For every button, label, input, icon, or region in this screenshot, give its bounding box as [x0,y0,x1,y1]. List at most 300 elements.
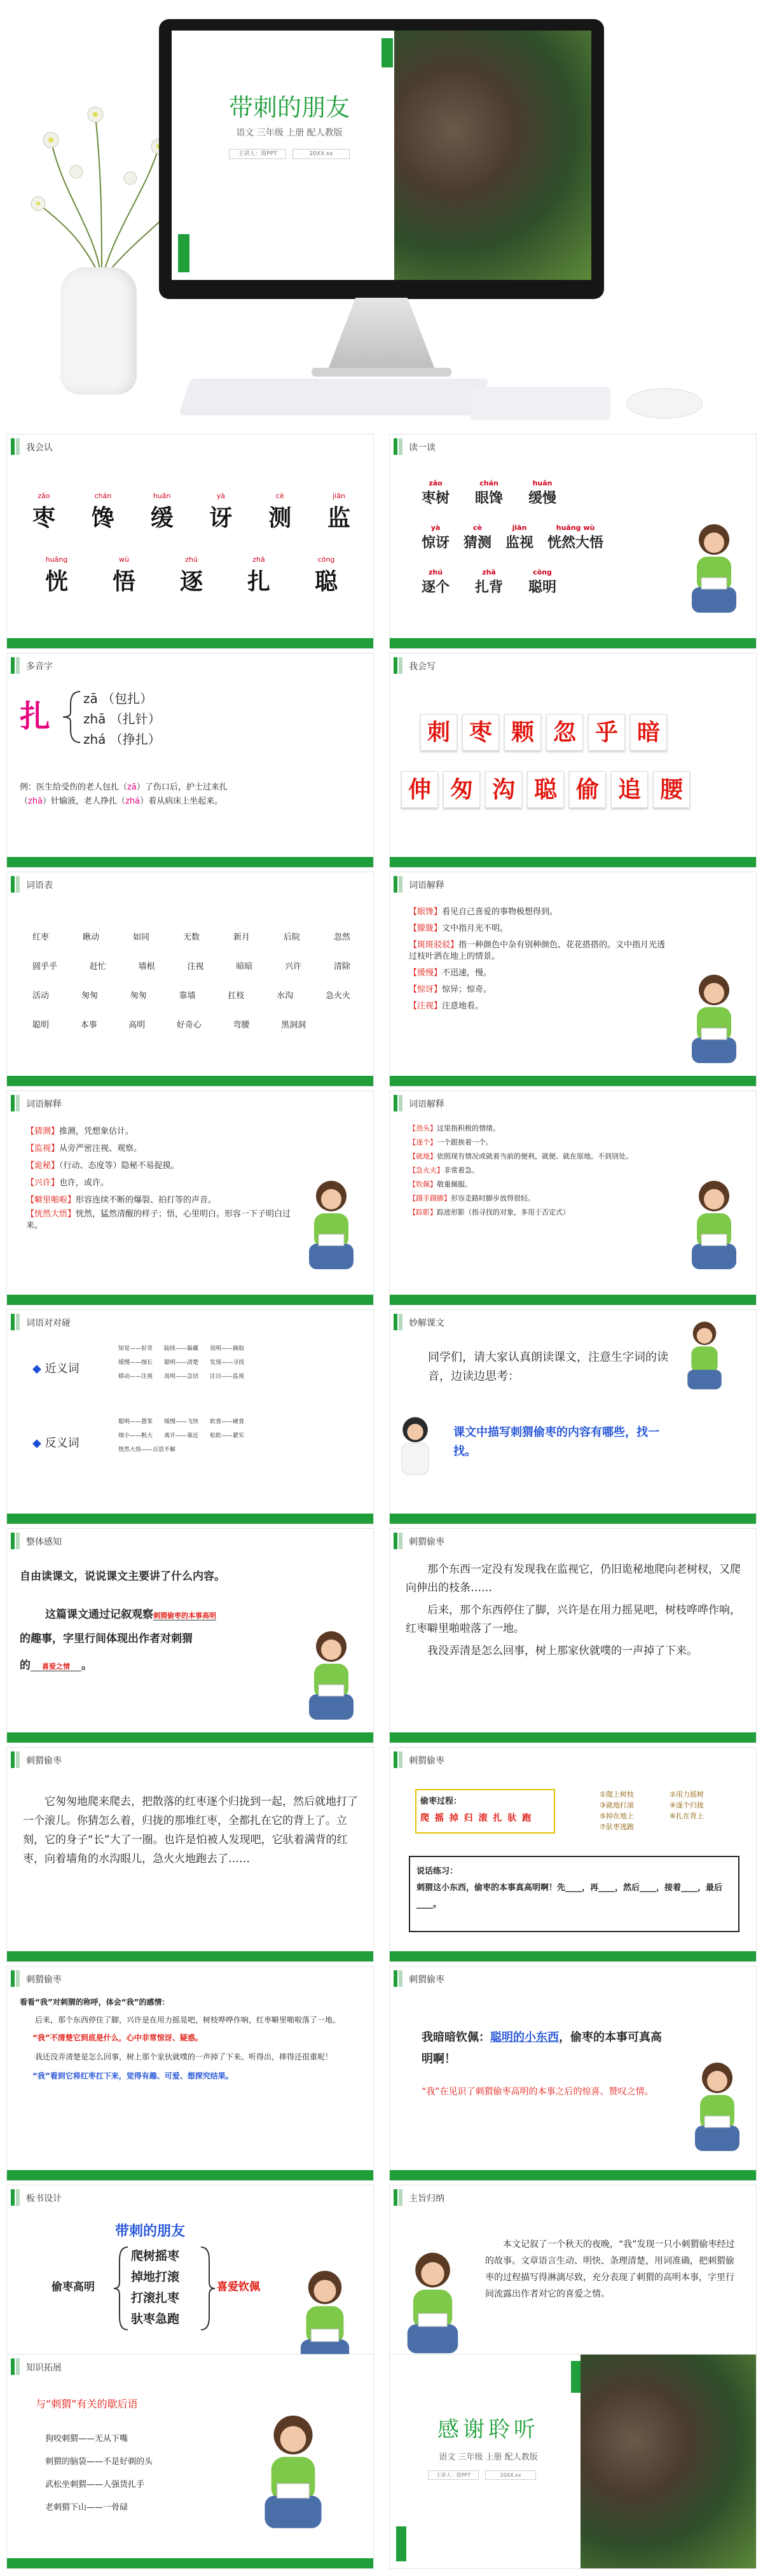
title-mark [399,2189,402,2206]
meaning: 惊异；惊奇。 [442,985,492,994]
char: 监 [327,505,350,531]
word [528,568,556,596]
pair-row [118,1356,360,1370]
thanks-title: 感谢聆听 [437,2417,539,2442]
monitor-screen [172,31,591,280]
char-cell [268,492,291,533]
slide-3 [6,653,374,868]
text-part: ）着从病床上坐起来。 [140,797,223,806]
title-mark [394,876,397,893]
pinyin: jiān [333,492,345,500]
char: 馋 [91,505,114,531]
child-icon [390,1412,441,1488]
prompt: 看看“我”对刺猬的称呼，体会“我”的感情： [20,1998,170,2007]
char: 枣 [32,505,56,531]
board-steps [131,2246,179,2330]
text-part: 例：医生给受伤的老人包扎（ [20,783,128,792]
slide-title: 词语表 [26,881,53,891]
pair: 缓慢——细长 [118,1360,153,1366]
board-right: 喜爱钦佩 [217,2281,260,2294]
accent-bar [571,2361,581,2393]
pair: 软食——硬食 [210,1419,245,1425]
pair: 细小——粗大 [118,1433,153,1439]
vocab-row [32,1011,306,1040]
meaning: 从旁严密注视、观察。 [59,1144,142,1153]
write-char: 沟 [485,771,522,808]
meaning: 这里指积极的情绪。 [437,1124,500,1132]
char-cell [45,555,68,596]
diamond-icon: ◆ [32,1362,41,1375]
hero-date: 20XX.xx [292,149,350,159]
definition [26,1140,293,1157]
paragraph: 后来，那个东西停住了脚，兴许是在用力摇晃吧，树枝哗哗作响，红枣噼里啪啦落了一地。 [35,2016,341,2024]
vocab-table [32,923,350,1040]
question-text: 课文中描写刺猬偷枣的内容有哪些，找一找。 [453,1426,659,1458]
pinyin: huǎn [153,492,171,500]
title-mark [394,1751,397,1768]
paragraph: 我还没弄清楚是怎么回事，树上那个家伙就噗的一声掉了下来。听得出，摔得还很重呢！ [35,2052,333,2061]
title-mark [399,1095,402,1111]
word [422,568,450,596]
title-mark [394,438,397,455]
label-text: 反义词 [45,1437,79,1450]
vocab: 高明 [128,1020,146,1030]
definition [409,1122,663,1136]
pair: 注目——监视 [210,1374,245,1380]
reading: zā （包扎） [83,691,153,706]
write-char: 枣 [462,714,499,751]
word-row [422,568,556,596]
pair: 恍然大悟——百思不解 [118,1447,176,1453]
example-text [20,781,363,809]
idiom-heading: 与“刺猬”有关的歇后语 [36,2398,138,2410]
pair: 发现——寻找 [210,1360,245,1366]
step: 打滚扎枣 [131,2291,180,2305]
write-row [401,771,695,808]
title-mark [16,1751,20,1768]
pinyin: zǎo [38,492,50,500]
title-mark [399,438,402,455]
term: 【诡秘】 [26,1161,60,1171]
slide-title: 词语解释 [26,1099,62,1110]
slide-11 [6,1528,374,1743]
title-mark [11,2189,15,2206]
term: 【劲头】 [409,1124,437,1132]
pair: 聪明——愚笨 [118,1419,153,1425]
definition-list [409,1122,663,1220]
idiom-list [45,2428,153,2519]
definition [409,1192,663,1206]
char: 悟 [112,569,135,595]
definition [409,1206,663,1220]
char: 扎 [247,569,270,595]
option: ④逐个归拢 [670,1801,704,1809]
pinyin: zhú [185,555,198,564]
term: 【钦佩】 [409,1180,437,1188]
word-text: 监视 [505,535,534,551]
pinyin: huǎng [45,555,68,564]
blank-answer: 喜爱之情 [31,1662,81,1671]
meaning: 非常着急。 [444,1166,479,1174]
write-char: 忽 [546,714,583,751]
vocab-row [32,952,350,982]
pinyin: cōng [533,568,552,576]
analysis-text [20,1995,363,2083]
title-mark [399,1970,402,1987]
pinyin: chán [94,492,112,500]
meaning: 形容连续不断的爆裂、拍打等的声音。 [76,1195,217,1205]
word-text: 恍然大悟 [547,535,604,551]
bottom-bar [7,1295,373,1305]
thanks-subtitle: 语文 三年级 上册 配人教版 [439,2453,538,2462]
definition [409,1178,663,1192]
meaning: 推测，凭想象估计。 [59,1127,134,1136]
write-char: 追 [611,771,648,808]
pair: 离开——靠近 [164,1433,199,1439]
title-mark [11,1533,15,1549]
slide-title: 板书设计 [26,2194,62,2204]
word-text: 扎背 [475,580,504,595]
text-part: ）了伤口后，护士过来扎 [136,783,228,792]
title-mark [16,1095,20,1111]
bottom-bar [390,857,756,867]
summary-paragraph: 本文记叙了一个秋天的夜晚，“我”发现一只小刺猬偷枣经过的故事。文章语言生动、明快、条理清楚，用词准确，把刺猬偷枣的过程描写得淋漓尽致，充分表现了刺猬的高明本事，字里行间流露出作者对它的喜爱之情。 [485,2239,735,2299]
pair-row [118,1443,360,1457]
pair-row [118,1415,360,1429]
pinyin: jiān [512,524,527,532]
girl-reading-icon [296,1174,366,1282]
synonym-grid [118,1342,360,1384]
title-mark [11,1314,15,1330]
vocab: 忽然 [333,933,350,942]
process-steps: 爬 摇 掉 归 滚 扎 驮 跑 [420,1813,533,1823]
bottom-bar [7,1951,373,1961]
term: 【蹑手蹑脚】 [409,1194,451,1202]
idiom: 刺猬的脑袋——不是好剃的头 [45,2457,153,2467]
slide-20 [389,2354,757,2569]
pinyin-fill: zhá [125,797,141,806]
pair-row [118,1342,360,1356]
meaning: 看见自己喜爱的事物极想得到。 [442,907,558,917]
hero-title: 带刺的朋友 [228,94,350,122]
option: ②用力摇树 [670,1790,704,1799]
slide-title: 词语对对碰 [26,1318,71,1328]
speaking-practice-box [409,1856,739,1932]
meaning: 形容走路时脚步放得很轻。 [451,1194,535,1202]
title-mark [399,1751,402,1768]
char: 测 [268,505,292,531]
bottom-bar [390,1951,756,1961]
char-cell [92,492,114,533]
char-row [45,555,338,596]
char: 逐 [179,569,203,595]
definition [409,965,670,982]
write-char: 偷 [569,771,606,808]
vocab: 匆匆 [81,991,98,1001]
term: 【兴许】 [26,1178,60,1188]
vocab: 圆乎乎 [32,962,58,971]
word [422,524,450,552]
vocab: 红枣 [32,933,50,942]
text-part: 我暗暗钦佩： [422,2031,490,2044]
vocab: 水沟 [277,991,294,1001]
title-mark [16,657,20,674]
title-mark [399,1533,402,1549]
text-part: 这篇课文通过记叙观察 [45,1608,153,1621]
title-mark [394,1314,397,1330]
title-mark [11,1970,15,1987]
word-text: 惊讶 [422,535,450,551]
bottom-bar [390,1076,756,1086]
char: 缓 [150,505,174,531]
slide-title: 知识拓展 [26,2363,62,2373]
accent-bar [382,38,393,67]
pinyin: zhú [428,568,443,576]
girl-reading-icon [249,2405,338,2545]
bottom-bar [7,2170,373,2180]
slide-13 [6,1747,374,1962]
paragraph: 那个东西一定没有发现我在监视它，仍旧诡秘地爬向老树杈，又爬向伸出的枝条…… [406,1563,741,1594]
char: 聪 [314,569,338,595]
pinyin: huǎng wù [556,524,595,532]
vocab: 暗暗 [236,962,253,971]
vocab: 兴许 [285,962,302,971]
char-cell [247,555,270,596]
pinyin: cè [473,524,483,532]
feeling-text: “我”在见识了刺猬偷枣高明的本事之后的惊喜、赞叹之情。 [422,2087,654,2097]
meaning: 依照现有情况或就着当前的便利，就便。就在原地。不到别处。 [437,1152,633,1160]
slide-9 [6,1309,374,1524]
pinyin: yà [430,524,441,532]
meaning: 不迅速，慢。 [442,968,492,978]
write-char: 腰 [653,771,690,808]
slide-title: 多音字 [26,662,53,672]
pinyin: zhā [252,555,265,564]
practice-text: 刺猬这小东西，偷枣的本事真高明啊！先____，再____，然后____，接着____，最后____。 [416,1883,723,1909]
word-text: 缓慢 [528,491,557,506]
definition-list [409,904,670,1015]
term: 【眼馋】 [409,907,443,917]
vocab: 急火火 [325,991,350,1001]
thanks-date: 20XX.xx [485,2470,536,2480]
char-cell [32,492,55,533]
pair: 移动——注视 [118,1374,153,1380]
write-char: 刺 [420,714,457,751]
write-char: 暗 [630,714,667,751]
bottom-bar [7,2558,373,2568]
hedgehog-photo [581,2355,757,2569]
blank-answer: 刺猬偷枣的本事高明 [153,1612,216,1620]
bottom-bar [390,1295,756,1305]
bottom-bar [7,1732,373,1743]
vocab: 如同 [132,933,149,942]
title-mark [16,2358,20,2375]
summary-text [20,1656,92,1672]
board-left: 偷枣高明 [52,2281,95,2294]
slide-2 [389,434,757,649]
title-mark [16,438,20,455]
vocab: 弯腰 [233,1020,250,1030]
process-box [415,1789,555,1834]
vocab: 新月 [233,933,250,942]
text-part: ）针输液，老人挣扎（ [43,797,126,806]
vocab: 匆匆 [130,991,147,1001]
paragraph: 后来，那个东西停住了脚，兴许是在用力摇晃吧，树枝哗哗作响，红枣噼里啪啦落了一地。 [406,1604,741,1635]
word-text: 猜测 [464,535,492,551]
title-mark [399,657,402,674]
vocab: 活动 [32,991,50,1001]
char-cell [327,492,350,533]
title-mark [11,438,15,455]
vase [60,267,137,394]
antonym-grid [118,1415,360,1457]
definition [409,940,670,963]
slide-title: 刺猬偷枣 [26,1975,62,1985]
term: 【惊讶】 [409,985,443,994]
definition [409,921,670,937]
word-text: 聪明 [528,580,557,595]
label-text: 近义词 [45,1362,79,1375]
bottom-bar [7,1076,373,1086]
option: ①爬上树枝 [600,1790,634,1799]
term: 【监视】 [26,1144,60,1153]
antonym-label [32,1434,79,1451]
pair: 陆续——躲藏 [164,1346,199,1352]
char-cell [151,492,174,533]
write-row [420,714,672,751]
vocab: 本事 [80,1020,97,1030]
monitor-stand [327,298,436,371]
pinyin: huǎn [532,479,553,487]
title-mark [399,876,402,893]
write-char: 聪 [527,771,564,808]
summary-text [45,1602,325,1629]
slide-12 [389,1528,757,1743]
option: ③就地打滚 [600,1801,634,1809]
bottom-bar [390,1514,756,1524]
vocab: 赶忙 [89,962,106,971]
pinyin: zǎo [429,479,443,487]
pair-row [118,1429,360,1443]
char-cell [113,555,135,596]
title-mark [16,1970,20,1987]
bottom-bar [7,1514,373,1524]
word-row [422,524,603,552]
pinyin: cè [275,492,284,500]
definition [26,1123,293,1140]
polyphone-list [83,688,161,749]
highlight: 聪明的小东西 [490,2031,559,2044]
vocab: 注视 [187,962,204,971]
hero-presenter: 主讲人：简PPT [229,149,286,159]
bottom-bar [390,638,756,648]
monitor-base [312,368,451,377]
hero-section [0,0,763,433]
vocab: 无数 [182,933,200,942]
title-mark [16,1533,20,1549]
reading: zhā （扎针） [83,711,161,727]
task-line: 自由读课文，说说课文主要讲了什么内容。 [20,1570,225,1583]
title-mark [16,876,20,893]
char-row [32,492,350,533]
pair-row [118,1370,360,1384]
pair: 高明——急切 [164,1374,199,1380]
idiom: 武松坐刺猬——人强货扎手 [45,2480,145,2489]
comment: “我”不清楚它到底是什么，心中非常惊讶、疑惑。 [32,2033,203,2042]
meaning: 也许，或许。 [59,1178,109,1188]
definition [409,904,670,921]
definition [409,998,670,1015]
pair: 聪明——清楚 [164,1360,199,1366]
slide-4 [389,653,757,868]
meaning: 一个跟挨着一个。 [437,1138,493,1146]
word-text: 眼馋 [475,491,504,506]
slide-16 [389,1966,757,2181]
write-char: 伸 [401,771,438,808]
term: 【逐个】 [409,1138,437,1146]
practice-heading: 说话练习： [416,1867,458,1876]
hedgehog-photo [394,31,591,280]
slide-7 [6,1090,374,1305]
word [505,524,533,552]
pair: 说明——摘取 [210,1346,245,1352]
pair: 缓慢——飞快 [164,1419,199,1425]
summary-text: 的趣事，字里行间体现出作者对刺猬 [20,1633,193,1645]
hero-subtitle: 语文 三年级 上册 配人教版 [236,128,343,138]
slide-title: 整体感知 [26,1537,62,1547]
keyboard [179,379,490,415]
pair: 松软——紧实 [210,1433,245,1439]
polyphone-char: 扎 [20,699,51,734]
slide-title: 妙解课文 [409,1318,444,1328]
meaning: 恍然，猛然清醒的样子；悟，心里明白。形容一下子明白过来。 [26,1209,291,1230]
title-mark [11,876,15,893]
definition [409,1164,663,1178]
pair: 知觉——好奇 [118,1346,153,1352]
word-row [422,479,556,507]
vocab: 后院 [283,933,300,942]
definition [409,1136,663,1150]
comment: “我”看到它将红枣扛下来，觉得有趣、可爱、想探究结果。 [32,2071,233,2080]
vocab: 墙根 [138,962,155,971]
diamond-icon: ◆ [32,1437,41,1450]
write-char: 乎 [588,714,625,751]
girl-reading-icon [679,968,749,1076]
slide-title: 我会认 [26,443,53,453]
girl-reading-icon [682,2056,752,2164]
term: 【缓慢】 [409,968,443,978]
paragraph: 我没弄清是怎么回事，树上那家伙就噗的一声掉了下来。 [427,1645,698,1657]
vocab: 清除 [333,962,350,971]
option: ⑥扎在背上 [670,1812,704,1820]
word [475,568,503,596]
brace-icon [198,2244,217,2333]
slide-8 [389,1090,757,1305]
vocab: 黑洞洞 [280,1020,306,1030]
vocab-row [32,923,350,952]
accent-bar [396,2526,406,2561]
char: 讶 [209,505,233,531]
term: 【就地】 [409,1152,437,1160]
option: ⑦驮枣逃跑 [600,1823,634,1831]
text-part: （ [20,797,29,806]
slide-title: 读一读 [409,443,436,453]
flower-plant-icon [25,102,178,280]
meaning: 指一种颜色中杂有别种颜色、花花搭搭的。文中指月光透过枝叶洒在地上的情景。 [409,940,666,961]
title-mark [399,1314,402,1330]
bottom-bar [7,857,373,867]
title-mark [11,1751,15,1768]
